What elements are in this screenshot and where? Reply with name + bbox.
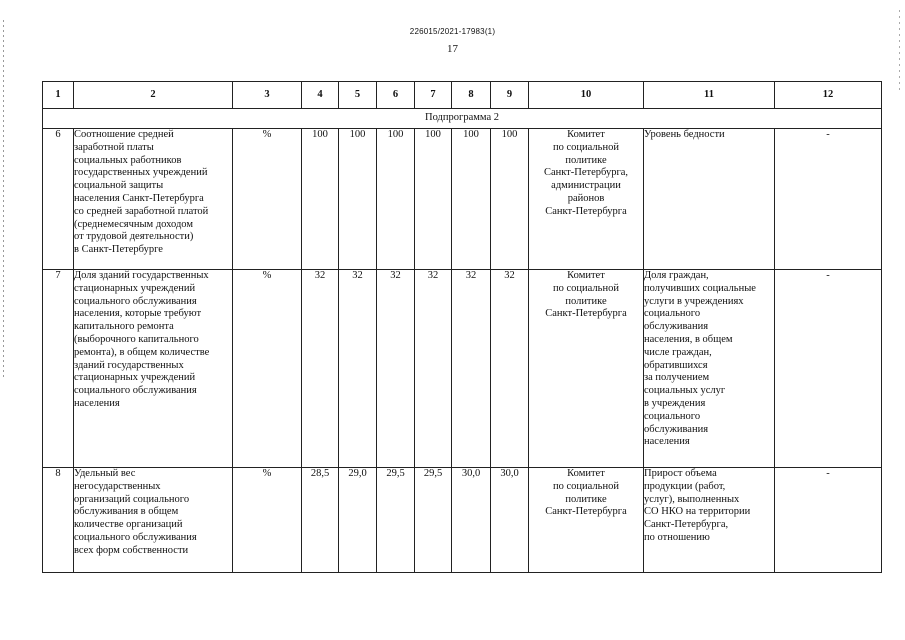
- related-indicator-cell-line: социального: [644, 308, 701, 320]
- column-header-row: [43, 82, 882, 109]
- related-indicator-cell-line: услуг), выполненных: [644, 493, 740, 505]
- value-cell: 29,0: [339, 468, 377, 573]
- executor-cell-line: Комитет: [567, 468, 605, 479]
- column-header: 7: [415, 82, 452, 109]
- executor-cell-line: Комитет: [567, 270, 605, 281]
- column-header: 2: [74, 82, 233, 109]
- executor-cell: [529, 468, 644, 573]
- column-header: 12: [775, 82, 882, 109]
- indicator-name-line: социального обслуживания: [74, 385, 197, 397]
- value-cell: 32: [377, 270, 415, 468]
- indicator-name-line: ремонта), в общем количестве: [74, 346, 210, 358]
- table-row: [43, 270, 882, 468]
- related-indicator-cell-line: населения: [644, 436, 690, 448]
- unit-cell: %: [233, 129, 302, 270]
- value-cell: 29,5: [377, 468, 415, 573]
- indicator-name-line: социального обслуживания: [74, 295, 197, 307]
- page-number: 17: [447, 43, 458, 55]
- indicator-name-line: от трудовой деятельности): [74, 231, 194, 243]
- related-indicator-cell-line: социальных услуг: [644, 385, 726, 397]
- indicator-name-line: Соотношение средней: [74, 129, 174, 140]
- document-id: 226015/2021-17983(1): [409, 27, 496, 36]
- indicator-name-line: (среднемесячным доходом: [74, 218, 193, 230]
- value-cell: 100: [452, 129, 491, 270]
- related-indicator-cell-line: за получением: [644, 372, 710, 384]
- value-cell: 100: [415, 129, 452, 270]
- column-header: 8: [452, 82, 491, 109]
- note-cell: -: [775, 129, 882, 270]
- executor-cell-line: районов: [567, 192, 605, 204]
- indicator-name-line: обслуживания в общем: [74, 506, 179, 518]
- column-header: 6: [377, 82, 415, 109]
- executor-cell-line: по социальной: [553, 282, 619, 294]
- column-header: 1: [43, 82, 74, 109]
- related-indicator-cell-line: получивших социальные: [644, 282, 756, 294]
- executor-cell-line: Санкт-Петербурга,: [543, 167, 629, 179]
- indicator-name-line: со средней заработной платой: [74, 205, 209, 217]
- indicator-name: [74, 468, 233, 573]
- indicator-name-line: населения Санкт-Петербурга: [74, 192, 204, 204]
- value-cell: 100: [377, 129, 415, 270]
- indicator-name-line: населения, которые требуют: [74, 308, 202, 320]
- executor-cell-line: политике: [565, 154, 607, 166]
- indicator-name-line: стационарных учреждений: [74, 282, 196, 294]
- column-header: 10: [529, 82, 644, 109]
- value-cell: 32: [415, 270, 452, 468]
- indicator-name-line: Удельный вес: [74, 468, 136, 479]
- related-indicator-cell-line: Санкт-Петербурга,: [644, 519, 729, 531]
- value-cell: 32: [491, 270, 529, 468]
- related-indicator-cell-line: обслуживания: [644, 423, 709, 435]
- value-cell: 29,5: [415, 468, 452, 573]
- indicator-name-line: организаций социального: [74, 493, 190, 505]
- related-indicator-cell-line: продукции (работ,: [644, 480, 726, 492]
- indicator-name-line: всех форм собственности: [74, 544, 189, 556]
- executor-cell-line: по социальной: [553, 141, 619, 153]
- related-indicator-cell: [644, 468, 775, 573]
- value-cell: 100: [339, 129, 377, 270]
- row-number: 7: [43, 270, 74, 468]
- related-indicator-cell-line: СО НКО на территории: [644, 506, 751, 518]
- indicator-name-line: социальных работников: [74, 154, 182, 166]
- executor-cell-line: по социальной: [553, 480, 619, 492]
- indicator-name-line: стационарных учреждений: [74, 372, 196, 384]
- unit-cell: %: [233, 468, 302, 573]
- indicator-name-line: социального обслуживания: [74, 531, 197, 543]
- related-indicator-cell-line: по отношению: [644, 531, 710, 543]
- section-title: Подпрограмма 2: [43, 109, 882, 129]
- related-indicator-cell: [644, 270, 775, 468]
- related-indicator-cell-line: обслуживания: [644, 321, 709, 333]
- related-indicator-cell-line: социального: [644, 410, 701, 422]
- table-row: [43, 129, 882, 270]
- indicator-name-line: негосударственных: [74, 480, 161, 492]
- indicator-name-line: государственных учреждений: [74, 167, 208, 179]
- executor-cell-line: администрации: [551, 180, 621, 192]
- unit-cell: %: [233, 270, 302, 468]
- value-cell: 30,0: [491, 468, 529, 573]
- executor-cell: [529, 129, 644, 270]
- note-cell: -: [775, 270, 882, 468]
- indicator-name-line: в Санкт-Петербурге: [74, 244, 163, 256]
- executor-cell-line: Санкт-Петербурга: [545, 308, 627, 320]
- column-header: 9: [491, 82, 529, 109]
- scan-edge-mark: [3, 20, 4, 380]
- related-indicator-cell-line: Доля граждан,: [644, 270, 709, 281]
- column-header: 3: [233, 82, 302, 109]
- table-row: [43, 468, 882, 573]
- value-cell: 32: [452, 270, 491, 468]
- value-cell: 100: [491, 129, 529, 270]
- indicator-name-line: социальной защиты: [74, 180, 164, 192]
- indicator-name-line: заработной платы: [74, 141, 154, 153]
- indicator-name: [74, 129, 233, 270]
- executor-cell-line: Комитет: [567, 129, 605, 140]
- indicator-name-line: зданий государственных: [74, 359, 184, 371]
- indicators-table: [42, 81, 882, 573]
- related-indicator-cell-line: Прирост объема: [644, 468, 717, 479]
- related-indicator-cell-line: числе граждан,: [644, 346, 712, 358]
- value-cell: 32: [302, 270, 339, 468]
- executor-cell: [529, 270, 644, 468]
- related-indicator-cell-line: услуги в учреждениях: [644, 295, 744, 307]
- value-cell: 100: [302, 129, 339, 270]
- row-number: 8: [43, 468, 74, 573]
- column-header: 5: [339, 82, 377, 109]
- indicator-name: [74, 270, 233, 468]
- related-indicator-cell-line: Уровень бедности: [644, 129, 725, 140]
- note-cell: -: [775, 468, 882, 573]
- related-indicator-cell-line: населения, в общем: [644, 333, 733, 345]
- row-number: 6: [43, 129, 74, 270]
- indicator-name-line: количестве организаций: [74, 519, 183, 531]
- indicator-name-line: Доля зданий государственных: [74, 270, 209, 281]
- executor-cell-line: политике: [565, 295, 607, 307]
- executor-cell-line: Санкт-Петербурга: [545, 205, 627, 217]
- value-cell: 28,5: [302, 468, 339, 573]
- related-indicator-cell-line: в учреждения: [644, 397, 706, 409]
- indicator-name-line: населения: [74, 397, 120, 409]
- section-row: [43, 109, 882, 129]
- value-cell: 30,0: [452, 468, 491, 573]
- related-indicator-cell: [644, 129, 775, 270]
- value-cell: 32: [339, 270, 377, 468]
- related-indicator-cell-line: обратившихся: [644, 359, 708, 371]
- indicator-name-line: капитального ремонта: [74, 321, 174, 333]
- column-header: 4: [302, 82, 339, 109]
- executor-cell-line: политике: [565, 493, 607, 505]
- column-header: 11: [644, 82, 775, 109]
- executor-cell-line: Санкт-Петербурга: [545, 506, 627, 518]
- indicator-name-line: (выборочного капитального: [74, 333, 199, 345]
